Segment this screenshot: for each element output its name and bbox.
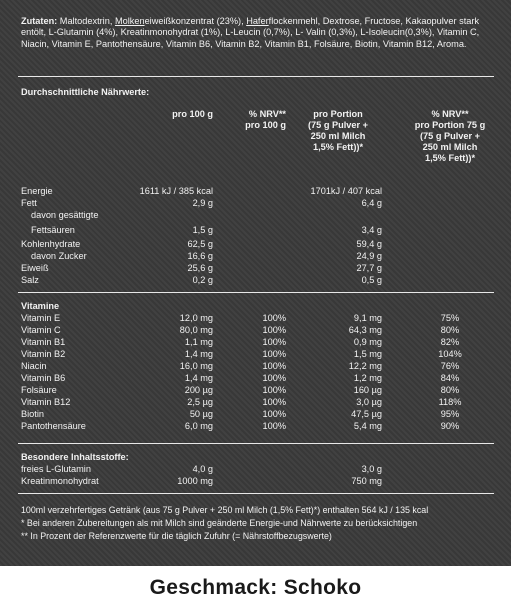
header-portion-line3: 250 ml Milch — [310, 131, 366, 141]
row-energy-per100: 1611 kJ / 385 kcal — [139, 186, 213, 196]
row-sugar-label: davon Zucker — [31, 251, 87, 261]
vitamin-per100: 80,0 mg — [179, 325, 213, 335]
row-energy-portion: 1701kJ / 407 kcal — [310, 186, 382, 196]
divider — [18, 76, 494, 77]
vitamin-portion: 160 µg — [353, 385, 382, 395]
row-glutamine-per100: 4,0 g — [192, 464, 213, 474]
row-saturated-portion: 3,4 g — [361, 225, 382, 235]
header-nrv-portion-line4: 250 ml Milch — [422, 142, 478, 152]
vitamin-nrv-portion: 80% — [440, 385, 460, 395]
row-saturated-label-line1: davon gesättigte — [31, 210, 99, 220]
vitamin-name: Vitamin E — [21, 313, 61, 323]
special-title: Besondere Inhaltsstoffe: — [21, 452, 129, 462]
note-serving: 100ml verzehrfertiges Getränk (aus 75 g Pulver + 250 ml Milch (1,5% Fett)*) enthalten 564 kJ / 135 kcal — [21, 505, 429, 515]
row-salt-per100: 0,2 g — [192, 275, 213, 285]
divider — [18, 443, 494, 444]
vitamin-per100: 2,5 µg — [187, 397, 213, 407]
header-nrv-portion-line2: pro Portion 75 g — [414, 120, 486, 130]
vitamin-per100: 1,1 mg — [184, 337, 213, 347]
ingredient-segment: flockenmehl, Dextrose, Fructose, Kakaopulver stark entölt, L-Glutamin (4%), Kreatinmonohydrat (1%), L-Leucin (0,7%), L- Valin (0,3%), L-Isoleucin(0,3%), Vitamin C, Niacin, Vitamin E, Pantothensäure, Vitamin B6, Vitamin B2, Vitamin B1, Folsäure, Biotin, Vitamin B12, Aroma. — [21, 16, 480, 49]
ingredient-segment: eiweißkonzentrat (23%), — [144, 16, 247, 26]
row-carbs-per100: 62,5 g — [187, 239, 213, 249]
vitamin-per100: 16,0 mg — [179, 361, 213, 371]
vitamin-per100: 12,0 mg — [179, 313, 213, 323]
vitamin-portion: 64,3 mg — [348, 325, 382, 335]
vitamin-name: Vitamin B12 — [21, 397, 71, 407]
row-protein-label: Eiweiß — [21, 263, 49, 273]
vitamin-nrv-portion: 76% — [440, 361, 460, 371]
row-fat-per100: 2,9 g — [192, 198, 213, 208]
ingredients-text — [21, 16, 491, 50]
vitamin-nrv100: 100% — [262, 361, 286, 371]
row-sugar-per100: 16,6 g — [187, 251, 213, 261]
vitamin-nrv100: 100% — [262, 373, 286, 383]
vitamin-nrv-portion: 104% — [438, 349, 462, 359]
vitamin-nrv-portion: 90% — [440, 421, 460, 431]
vitamin-nrv100: 100% — [262, 313, 286, 323]
vitamin-nrv100: 100% — [262, 337, 286, 347]
vitamin-portion: 1,5 mg — [353, 349, 382, 359]
vitamin-name: Vitamin B6 — [21, 373, 66, 383]
vitamin-portion: 47,5 µg — [351, 409, 382, 419]
vitamin-nrv100: 100% — [262, 421, 286, 431]
note-reference: ** In Prozent der Referenzwerte für die täglich Zufuhr (= Nährstoffbezugswerte) — [21, 531, 332, 541]
nutrition-title: Durchschnittliche Nährwerte: — [21, 87, 150, 97]
vitamin-nrv100: 100% — [262, 349, 286, 359]
vitamin-nrv100: 100% — [262, 385, 286, 395]
row-saturated-label-line2: Fettsäuren — [31, 225, 75, 235]
vitamin-portion: 3,0 µg — [356, 397, 382, 407]
header-nrv-portion-line5: 1,5% Fett))* — [424, 153, 476, 163]
vitamin-per100: 200 µg — [184, 385, 213, 395]
vitamin-nrv100: 100% — [262, 409, 286, 419]
flavor-heading: Geschmack: Schoko — [0, 566, 511, 610]
vitamin-portion: 9,1 mg — [353, 313, 382, 323]
header-portion-line2: (75 g Pulver + — [307, 120, 368, 130]
vitamin-nrv100: 100% — [262, 325, 286, 335]
row-fat-label: Fett — [21, 198, 37, 208]
vitamin-name: Vitamin B2 — [21, 349, 66, 359]
ingredient-highlight: Molken — [114, 16, 145, 26]
row-creatine-label: Kreatinmonohydrat — [21, 476, 99, 486]
vitamin-name: Biotin — [21, 409, 44, 419]
divider — [18, 292, 494, 293]
vitamin-name: Niacin — [21, 361, 47, 371]
vitamin-portion: 1,2 mg — [353, 373, 382, 383]
row-salt-label: Salz — [21, 275, 39, 285]
vitamin-nrv-portion: 80% — [440, 325, 460, 335]
row-energy-label: Energie — [21, 186, 53, 196]
vitamin-nrv-portion: 95% — [440, 409, 460, 419]
header-portion-line1: pro Portion — [313, 109, 363, 119]
ingredients-list — [21, 16, 479, 49]
row-creatine-per100: 1000 mg — [177, 476, 213, 486]
vitamin-per100: 1,4 mg — [184, 349, 213, 359]
row-glutamine-portion: 3,0 g — [361, 464, 382, 474]
vitamin-name: Vitamin B1 — [21, 337, 66, 347]
vitamin-per100: 1,4 mg — [184, 373, 213, 383]
note-preparation: * Bei anderen Zubereitungen als mit Milch sind geänderte Energie-und Nährwerte zu berücksichtigen — [21, 518, 418, 528]
vitamin-nrv-portion: 84% — [440, 373, 460, 383]
header-nrv-portion-line3: (75 g Pulver + — [419, 131, 480, 141]
row-saturated-per100: 1,5 g — [192, 225, 213, 235]
header-portion-line4: 1,5% Fett))* — [312, 142, 364, 152]
divider — [18, 493, 494, 494]
header-nrv-100g-line2: pro 100 g — [245, 120, 286, 130]
vitamin-portion: 0,9 mg — [353, 337, 382, 347]
row-protein-portion: 27,7 g — [356, 263, 382, 273]
vitamin-name: Vitamin C — [21, 325, 61, 335]
vitamin-portion: 5,4 mg — [353, 421, 382, 431]
row-salt-portion: 0,5 g — [361, 275, 382, 285]
vitamin-per100: 50 µg — [189, 409, 213, 419]
row-protein-per100: 25,6 g — [187, 263, 213, 273]
vitamin-nrv-portion: 75% — [440, 313, 460, 323]
header-nrv-100g-line1: % NRV** — [248, 109, 286, 119]
row-glutamine-label: freies L-Glutamin — [21, 464, 91, 474]
header-nrv-portion-line1: % NRV** — [431, 109, 469, 119]
vitamin-nrv-portion: 82% — [440, 337, 460, 347]
ingredients-label: Zutaten: — [21, 16, 58, 26]
row-sugar-portion: 24,9 g — [356, 251, 382, 261]
vitamin-name: Folsäure — [21, 385, 57, 395]
row-fat-portion: 6,4 g — [361, 198, 382, 208]
vitamin-nrv100: 100% — [262, 397, 286, 407]
row-carbs-portion: 59,4 g — [356, 239, 382, 249]
header-per-100g: pro 100 g — [172, 109, 213, 119]
row-creatine-portion: 750 mg — [351, 476, 382, 486]
vitamin-name: Pantothensäure — [21, 421, 86, 431]
vitamin-per100: 6,0 mg — [184, 421, 213, 431]
vitamin-nrv-portion: 118% — [438, 397, 462, 407]
vitamin-portion: 12,2 mg — [348, 361, 382, 371]
ingredient-segment: Maltodextrin, — [57, 16, 115, 26]
vitamins-title: Vitamine — [21, 301, 60, 311]
ingredient-highlight: Hafer — [246, 16, 269, 26]
row-carbs-label: Kohlenhydrate — [21, 239, 81, 249]
